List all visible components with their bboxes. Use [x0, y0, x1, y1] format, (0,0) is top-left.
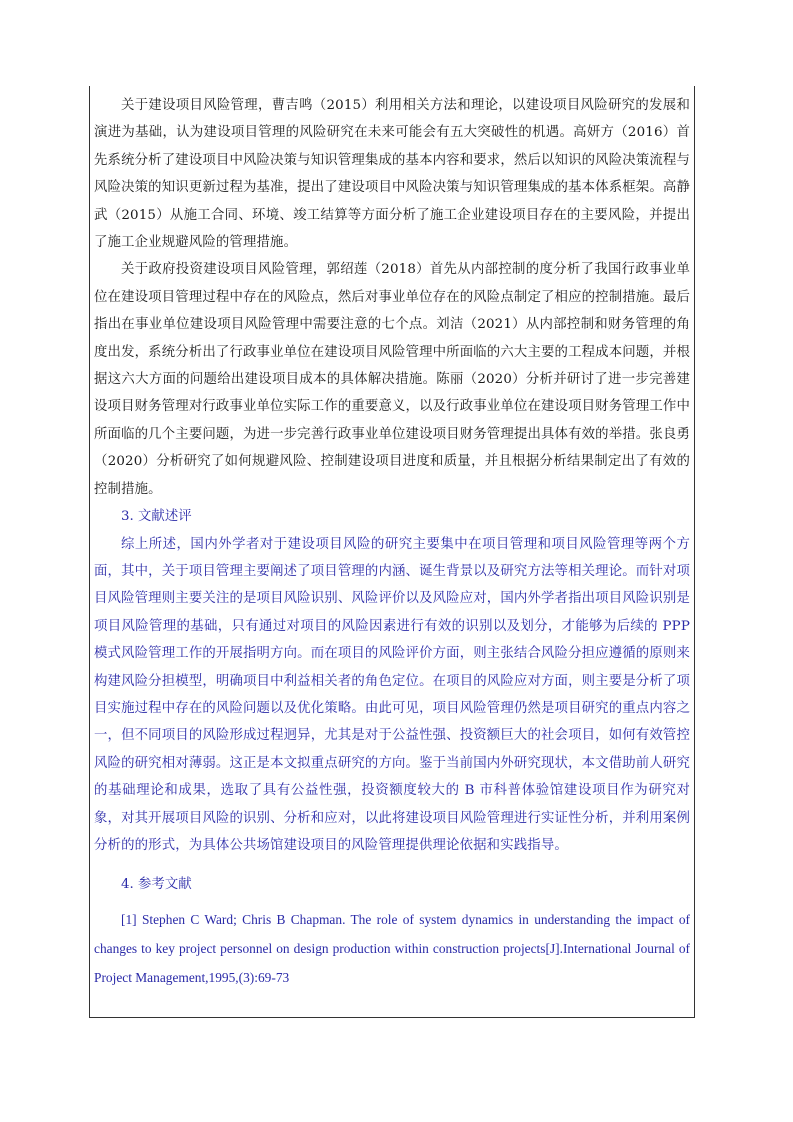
- paragraph-government-risk: 关于政府投资建设项目风险管理，郭绍莲（2018）首先从内部控制的度分析了我国行政事业单位在建设项目管理过程中存在的风险点，然后对事业单位存在的风险点制定了相应的控制措施。最后指出在事业单位建设项目风险管理中需要注意的七个点。刘洁（2021）从内部控制和财务管理的角度出发，系统分析出了行政事业单位在建设项目风险管理中所面临的六大主要的工程成本问题，并根据这六大方面的问题给出建设项目成本的具体解决措施。陈丽（2020）分析并研讨了进一步完善建设项目财务管理对行政事业单位实际工作的重要意义，以及行政事业单位在建设项目财务管理工作中所面临的几个主要问题，为进一步完善行政事业单位建设项目财务管理提出具体有效的举措。张良勇（2020）分析研究了如何规避风险、控制建设项目进度和质量，并且根据分析结果制定出了有效的控制措施。: [94, 262, 690, 497]
- paragraph-literature-review: 综上所述，国内外学者对于建设项目风险的研究主要集中在项目管理和项目风险管理等两个方面，其中，关于项目管理主要阐述了项目管理的内涵、诞生背景以及研究方法等相关理论。而针对项目风险管理则主要关注的是项目风险识别、风险评价以及风险应对，国内外学者指出项目风险识别是项目风险管理的基础，只有通过对项目的风险因素进行有效的识别以及划分，才能够为后续的 PPP 模式风险管理工作的开展指明方向。而在项目的风险评价方面，则主张结合风险分担应遵循的原则来构建风险分担模型，明确项目中利益相关者的角色定位。在项目的风险应对方面，则主要是分析了项目实施过程中存在的风险问题以及优化策略。由此可见，项目风险管理仍然是项目研究的重点内容之一，但不同项目的风险形成过程迥异，尤其是对于公益性强、投资额巨大的社会项目，如何有效管控风险的研究相对薄弱。这正是本文拟重点研究的方向。鉴于当前国内外研究现状，本文借助前人研究的基础理论和成果，选取了具有公益性强，投资额度较大的 B 市科普体验馆建设项目作为研究对象，对其开展项目风险的识别、分析和应对，以此将建设项目风险管理进行实证性分析，并利用案例分析的的形式，为具体公共场馆建设项目的风险管理提供理论依据和实践指导。: [94, 536, 690, 853]
- paragraph-project-risk: 关于建设项目风险管理，曹吉鸣（2015）利用相关方法和理论，以建设项目风险研究的发展和演进为基础，认为建设项目管理的风险研究在未来可能会有五大突破性的机遇。高妍方（2016）首先系统分析了建设项目中风险决策与知识管理集成的基本内容和要求，然后以知识的风险决策流程与风险决策的知识更新过程为基准，提出了建设项目中风险决策与知识管理集成的基本体系框架。高静武（2015）从施工合同、环境、竣工结算等方面分析了施工企业建设项目存在的主要风险，并提出了施工企业规避风险的管理措施。: [94, 98, 690, 251]
- reference-item: [1] Stephen C Ward; Chris B Chapman. The role of system dynamics in understanding the impact of changes to key project personnel on design production within construction projects[J].International Journal of Project Management,1995,(3):69-73: [94, 911, 690, 985]
- section-heading-references: 4. 参考文献: [121, 877, 192, 893]
- section-heading-review: 3. 文献述评: [121, 509, 192, 525]
- document-body: [94, 92, 690, 992]
